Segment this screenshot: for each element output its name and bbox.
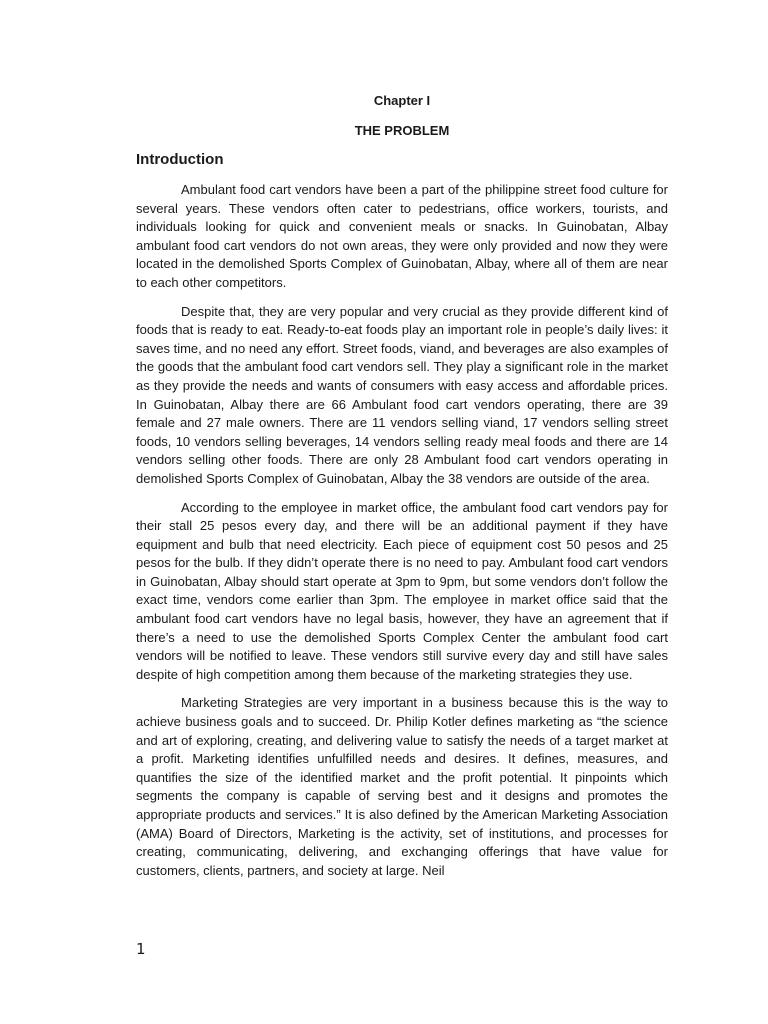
- paragraph-1: Ambulant food cart vendors have been a part of the philippine street food culture for several years. These vendors often cater to pedestrians, office workers, tourists, and individuals looking for quick and convenient meals or snacks. In Guinobatan, Albay ambulant food cart vendors do not own areas, they were only provided and now they were located in the demolished Sports Complex of Guinobatan, Albay, where all of them are near to each other competitors.: [136, 182, 668, 290]
- paragraph-4: Marketing Strategies are very important in a business because this is the way to achieve business goals and to succeed. Dr. Philip Kotler defines marketing as “the science and art of exploring, creating, and delivering value to satisfy the needs of a target market at a profit. Marketing identifies unfulfilled needs and desires. It defines, measures, and quantifies the size of the identified market and the profit potential. It pinpoints which segments the company is capable of serving best and it designs and promotes the appropriate products and services.” It is also defined by the American Marketing Association (AMA) Board of Directors, Marketing is the activity, set of institutions, and processes for creating, communicating, delivering, and exchanging offerings that have value for customers, clients, partners, and society at large. Neil: [136, 695, 668, 878]
- body-text: [136, 181, 668, 890]
- paragraph-3: According to the employee in market office, the ambulant food cart vendors pay for their stall 25 pesos every day, and there will be an additional payment if they have equipment and bulb that need electricity. Each piece of equipment cost 50 pesos and 25 pesos for the bulb. If they didn’t operate there is no need to pay. Ambulant food cart vendors in Guinobatan, Albay should start operate at 3pm to 9pm, but some vendors don’t follow the exact time, vendors come earlier than 3pm. The employee in market office said that the ambulant food cart vendors have no legal basis, however, they have an agreement that if there’s a need to use the demolished Sports Complex Center the ambulant food cart vendors will be notified to leave. These vendors still survive every day and still have sales despite of high competition among them because of the marketing strategies they use.: [136, 499, 668, 682]
- chapter-label: Chapter I: [373, 93, 431, 108]
- section-heading: Introduction: [136, 151, 224, 168]
- page-number: 1: [136, 940, 146, 958]
- chapter-title: THE PROBLEM: [354, 123, 450, 138]
- paragraph-2: Despite that, they are very popular and very crucial as they provide different kind of foods that is ready to eat. Ready-to-eat foods play an important role in people’s daily lives: it saves time, and no need any effort. Street foods, viand, and beverages are also examples of the goods that the ambulant food cart vendors sell. They play a significant role in the market as they provide the needs and wants of consumers with easy access and affordable prices. In Guinobatan, Albay there are 66 Ambulant food cart vendors operating, there are 39 female and 27 male owners. There are 11 vendors selling viand, 17 vendors selling street foods, 10 vendors selling beverages, 14 vendors selling ready meal foods and there are 14 vendors selling other foods. There are only 28 Ambulant food cart vendors operating in demolished Sports Complex of Guinobatan, Albay the 38 vendors are outside of the area.: [136, 303, 668, 486]
